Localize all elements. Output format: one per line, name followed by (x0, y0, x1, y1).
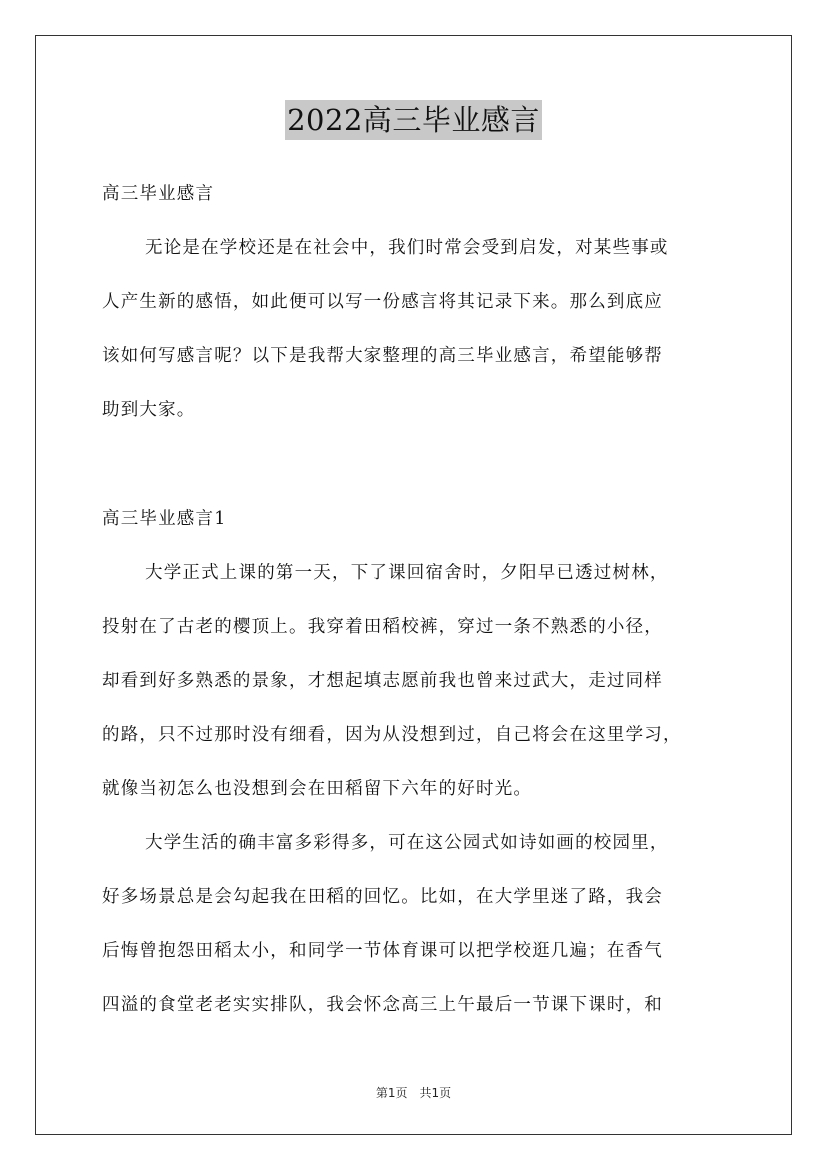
section-heading: 高三毕业感言 (102, 184, 215, 204)
para1-line-5: 就像当初怎么也没想到会在田稻留下六年的好时光。 (102, 779, 533, 799)
para1-line-2: 投射在了古老的樱顶上。我穿着田稻校裤，穿过一条不熟悉的小径， (102, 617, 663, 637)
page-number-total: 共1页 (419, 1086, 452, 1100)
intro-line-1: 无论是在学校还是在社会中，我们时常会受到启发，对某些事或 (145, 238, 669, 258)
intro-line-4: 助到大家。 (102, 400, 196, 420)
para1-line-1: 大学正式上课的第一天，下了课回宿舍时，夕阳早已透过树林， (145, 563, 669, 583)
para2-line-2: 好多场景总是会勾起我在田稻的回忆。比如，在大学里迷了路，我会 (102, 887, 663, 907)
para2-line-3: 后悔曾抱怨田稻太小，和同学一节体育课可以把学校逛几遍；在香气 (102, 941, 663, 961)
title-container (0, 100, 827, 140)
para1-line-3: 却看到好多熟悉的景象，才想起填志愿前我也曾来过武大，走过同样 (102, 671, 663, 691)
para2-line-1: 大学生活的确丰富多彩得多，可在这公园式如诗如画的校园里， (145, 833, 669, 853)
intro-line-3: 该如何写感言呢？以下是我帮大家整理的高三毕业感言，希望能够帮 (102, 346, 663, 366)
document-title: 2022高三毕业感言 (285, 100, 542, 140)
para2-line-4: 四溢的食堂老老实实排队，我会怀念高三上午最后一节课下课时，和 (102, 995, 663, 1015)
intro-line-2: 人产生新的感悟，如此便可以写一份感言将其记录下来。那么到底应 (102, 292, 663, 312)
page-footer (0, 1084, 827, 1101)
para1-line-4: 的路，只不过那时没有细看，因为从没想到过，自己将会在这里学习， (102, 725, 682, 745)
page-number-current: 第1页 (375, 1086, 408, 1100)
section-heading-1: 高三毕业感言1 (102, 509, 227, 529)
